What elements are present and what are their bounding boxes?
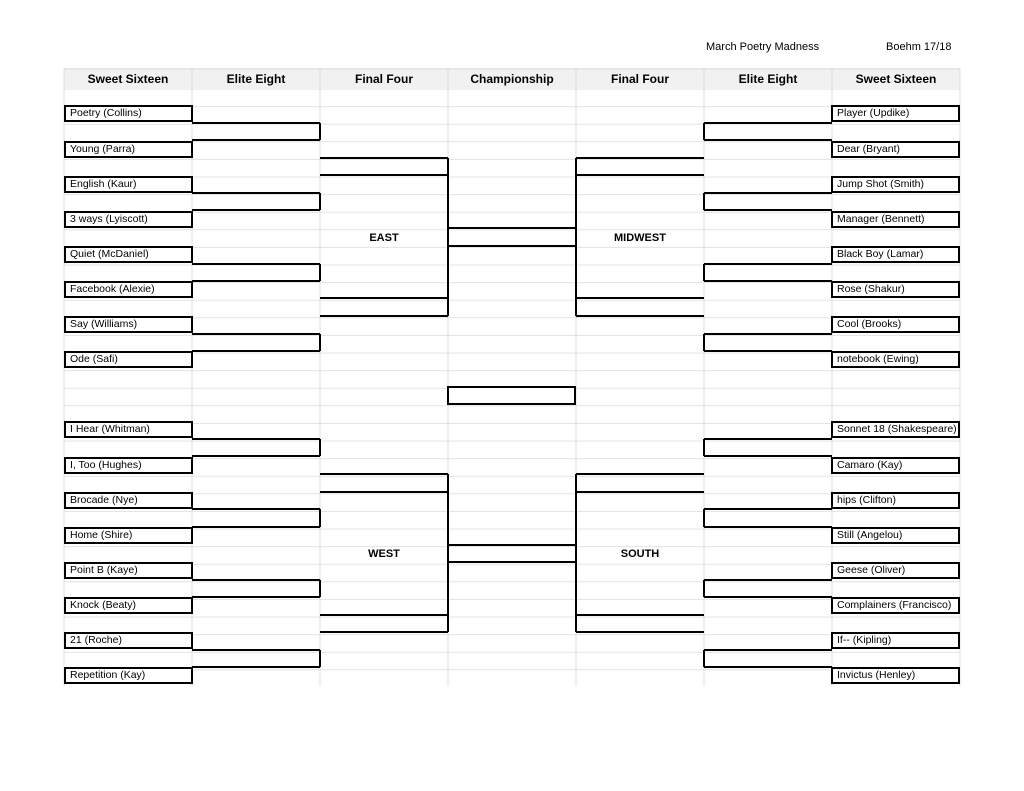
team-slot[interactable]: Ode (Safi) xyxy=(64,351,193,368)
region-label-south: SOUTH xyxy=(620,548,660,560)
team-slot[interactable]: Sonnet 18 (Shakespeare) xyxy=(831,421,960,438)
team-slot[interactable]: Quiet (McDaniel) xyxy=(64,246,193,263)
team-slot[interactable]: Cool (Brooks) xyxy=(831,316,960,333)
team-slot[interactable]: hips (Clifton) xyxy=(831,492,960,509)
region-label-midwest: MIDWEST xyxy=(614,232,666,244)
page-title: March Poetry Madness xyxy=(706,41,820,53)
team-slot[interactable]: Still (Angelou) xyxy=(831,527,960,544)
author-label: Boehm 17/18 xyxy=(886,41,952,53)
team-slot[interactable]: Complainers (Francisco) xyxy=(831,597,960,614)
team-slot[interactable]: Geese (Oliver) xyxy=(831,562,960,579)
team-slot[interactable]: I Hear (Whitman) xyxy=(64,421,193,438)
team-slot[interactable]: Player (Updike) xyxy=(831,105,960,122)
team-slot[interactable]: 21 (Roche) xyxy=(64,632,193,649)
team-slot[interactable]: Invictus (Henley) xyxy=(831,667,960,684)
column-header-final-four-left: Final Four xyxy=(355,72,413,86)
region-label-east: EAST xyxy=(369,232,399,244)
column-header-elite-eight-right: Elite Eight xyxy=(738,72,798,86)
team-slot[interactable]: English (Kaur) xyxy=(64,176,193,193)
team-slot[interactable]: Manager (Bennett) xyxy=(831,211,960,228)
team-slot[interactable]: Home (Shire) xyxy=(64,527,193,544)
column-header-sweet-sixteen-left: Sweet Sixteen xyxy=(87,72,169,86)
column-header-final-four-right: Final Four xyxy=(611,72,669,86)
team-slot[interactable]: Jump Shot (Smith) xyxy=(831,176,960,193)
team-slot[interactable]: Knock (Beaty) xyxy=(64,597,193,614)
team-slot[interactable]: Brocade (Nye) xyxy=(64,492,193,509)
team-slot[interactable]: Repetition (Kay) xyxy=(64,667,193,684)
team-slot[interactable]: 3 ways (Lyiscott) xyxy=(64,211,193,228)
team-slot[interactable]: If-- (Kipling) xyxy=(831,632,960,649)
team-slot[interactable]: Camaro (Kay) xyxy=(831,457,960,474)
team-slot[interactable]: Dear (Bryant) xyxy=(831,141,960,158)
column-header-elite-eight-left: Elite Eight xyxy=(226,72,286,86)
team-slot[interactable]: Point B (Kaye) xyxy=(64,562,193,579)
team-slot[interactable]: Poetry (Collins) xyxy=(64,105,193,122)
team-slot[interactable]: Black Boy (Lamar) xyxy=(831,246,960,263)
champion-slot[interactable] xyxy=(447,386,576,405)
column-header-championship: Championship xyxy=(470,72,554,86)
team-slot[interactable]: Rose (Shakur) xyxy=(831,281,960,298)
team-slot[interactable]: Facebook (Alexie) xyxy=(64,281,193,298)
column-header-sweet-sixteen-right: Sweet Sixteen xyxy=(855,72,937,86)
team-slot[interactable]: notebook (Ewing) xyxy=(831,351,960,368)
team-slot[interactable]: I, Too (Hughes) xyxy=(64,457,193,474)
team-slot[interactable]: Young (Parra) xyxy=(64,141,193,158)
region-label-west: WEST xyxy=(368,548,400,560)
team-slot[interactable]: Say (Williams) xyxy=(64,316,193,333)
